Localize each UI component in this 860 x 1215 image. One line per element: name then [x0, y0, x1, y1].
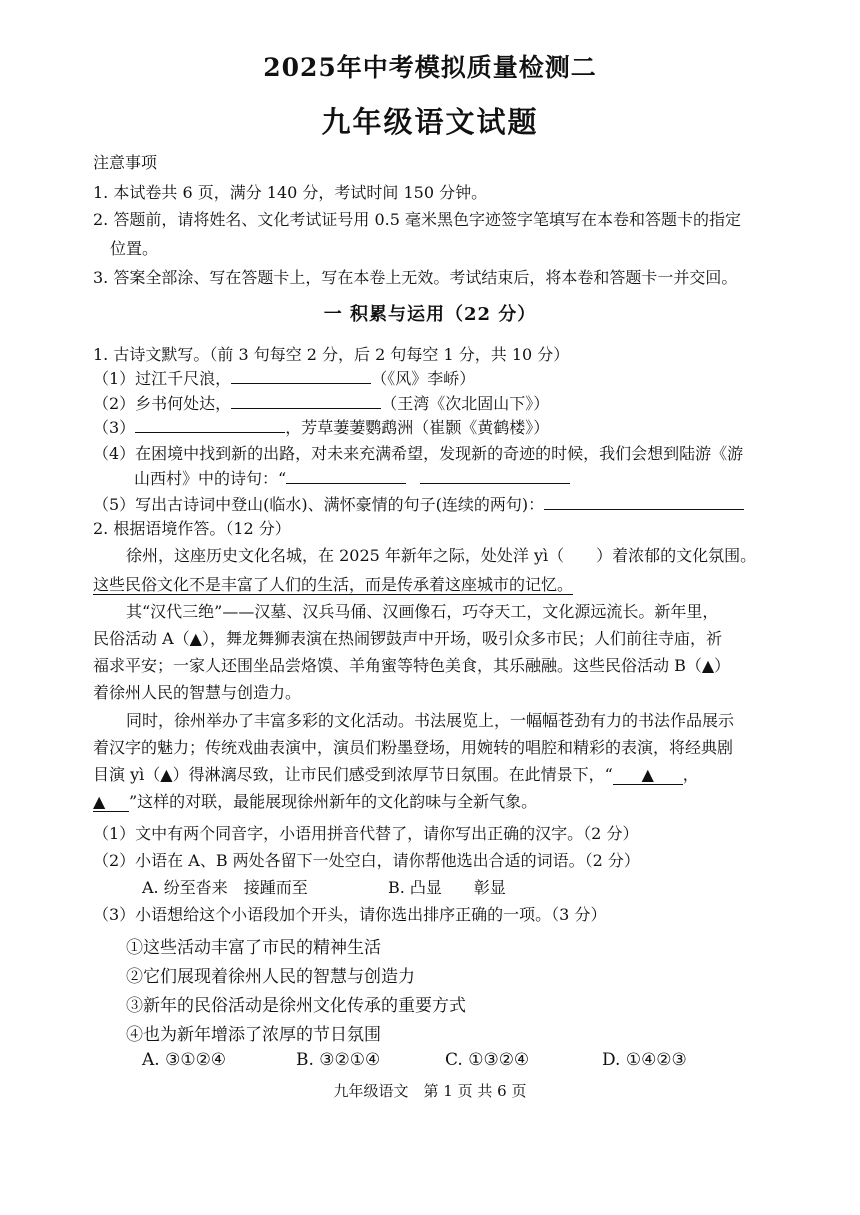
q2-sub3-item-3: ③新年的民俗活动是徐州文化传承的重要方式 — [126, 996, 466, 1016]
triangle-marker-icon: ▲ — [93, 792, 106, 811]
q2-para3-line4 — [93, 789, 537, 812]
q2-sub2-option-b: B. 凸显 彰显 — [388, 878, 506, 897]
couplet-blank — [613, 765, 683, 785]
triangle-marker-icon: ▲ — [160, 765, 173, 784]
answer-blank — [231, 394, 381, 409]
underlined-sentence: 这些民俗文化不是丰富了人们的生活，而是传承着这座城市的记忆。 — [93, 575, 574, 594]
text-span: ） — [714, 656, 731, 675]
notice-item-3: 3. 答案全部涂、写在答题卡上，写在本卷上无效。考试结束后，将本卷和答题卡一并交回。 — [93, 268, 738, 287]
q1-s1-source: （《风》李峤） — [371, 369, 476, 388]
q2-para1-line1: 徐州，这座历史文化名城，在 2025 年新年之际，处处洋 yì（ ）着浓郁的文化氛围。 — [126, 546, 757, 565]
q1-sentence-4: （4）在困境中找到新的出路，对未来充满希望，发现新的奇迹的时候，我们会想到陆游《游 — [93, 444, 744, 463]
page-footer: 九年级语文 第 1 页 共 6 页 — [333, 1082, 527, 1100]
exam-subtitle: 九年级语文试题 — [321, 105, 539, 139]
q2-sub3-option-b: B. ③②①④ — [296, 1050, 381, 1070]
q1-s1-prefix: （1）过江千尺浪， — [93, 369, 232, 388]
exam-title: 2025年中考模拟质量检测二 — [263, 53, 597, 82]
answer-blank — [544, 495, 744, 510]
q2-para1-line2 — [93, 572, 573, 595]
text-span: 福求平安；一家人还围坐品尝烙馍、羊角蜜等特色美食，其乐融融。这些民俗活动 B（ — [93, 656, 702, 675]
triangle-marker-icon: ▲ — [701, 656, 715, 675]
q1-stem: 1. 古诗文默写。（前 3 句每空 2 分，后 2 句每空 1 分，共 10 分） — [93, 345, 570, 364]
q2-sub3-item-2: ②它们展现着徐州人民的智慧与创造力 — [126, 967, 415, 987]
q1-sentence-3 — [93, 415, 549, 438]
triangle-marker-icon: ▲ — [641, 765, 654, 784]
q2-sub3-item-4: ④也为新年增添了浓厚的节日氛围 — [126, 1025, 381, 1045]
q2-para3-line1: 同时，徐州举办了丰富多彩的文化活动。书法展览上，一幅幅苍劲有力的书法作品展示 — [126, 711, 735, 730]
q2-para2-line2 — [93, 626, 722, 649]
q2-para2-line3 — [93, 653, 730, 676]
text-span: ）得淋漓尽致，让市民们感受到浓厚节日氛围。在此情景下，“ — [172, 765, 613, 784]
text-span: 民俗活动 A（ — [93, 629, 190, 648]
q2-para2-line4: 着徐州人民的智慧与创造力。 — [93, 683, 302, 702]
q2-sub1: （1）文中有两个同音字，小语用拼音代替了，请你写出正确的汉字。（2 分） — [93, 824, 639, 843]
notice-item-1: 1. 本试卷共 6 页，满分 140 分，考试时间 150 分钟。 — [93, 183, 488, 202]
q2-sub3: （3）小语想给这个小语段加个开头，请你选出排序正确的一项。（3 分） — [93, 905, 607, 924]
text-span: 目演 yì（ — [93, 765, 161, 784]
answer-blank — [231, 369, 371, 384]
q2-para2-line1: 其“汉代三绝”——汉墓、汉兵马俑、汉画像石，巧夺天工，文化源远流长。新年里， — [126, 602, 719, 621]
q1-sentence-4-cont — [134, 466, 570, 489]
q2-sub2: （2）小语在 A、B 两处各留下一处空白，请你帮他选出合适的词语。（2 分） — [93, 851, 640, 870]
answer-blank — [420, 469, 570, 484]
text-span: ”这样的对联，最能展现徐州新年的文化韵味与全新气象。 — [129, 792, 538, 811]
notice-item-2: 2. 答题前，请将姓名、文化考试证号用 0.5 毫米黑色字迹签字笔填写在本卷和答题卡的指定 — [93, 210, 741, 229]
q1-sentence-1 — [93, 366, 475, 389]
q2-sub2-option-a: A. 纷至沓来 接踵而至 — [142, 878, 308, 897]
couplet-blank — [93, 792, 129, 812]
q1-s3-prefix: （3） — [93, 418, 136, 437]
q2-sub3-option-d: D. ①④②③ — [602, 1050, 687, 1070]
q1-s5-prompt: （5）写出古诗词中登山(临水)、满怀豪情的句子(连续的两句)： — [93, 495, 545, 514]
q1-s3-source: ，芳草萋萋鹦鹉洲（崔颢《黄鹤楼》） — [285, 418, 550, 437]
q1-s2-source: （王湾《次北固山下》） — [381, 394, 550, 413]
notice-heading: 注意事项 — [93, 153, 158, 172]
q1-s4-prefix: 山西村》中的诗句：“ — [134, 469, 287, 488]
q2-stem: 2. 根据语境作答。（12 分） — [93, 519, 291, 538]
text-span: ），舞龙舞狮表演在热闹锣鼓声中开场，吸引众多市民；人们前往寺庙，祈 — [201, 629, 722, 648]
text-span: ， — [682, 765, 699, 784]
q2-para3-line3 — [93, 762, 699, 785]
q1-sentence-5 — [93, 492, 744, 515]
notice-item-2-cont: 位置。 — [110, 239, 159, 258]
answer-blank — [135, 418, 285, 433]
q2-sub3-option-c: C. ①③②④ — [445, 1050, 530, 1070]
q2-para3-line2: 着汉字的魅力；传统戏曲表演中，演员们粉墨登场，用婉转的唱腔和精彩的表演，将经典剧 — [93, 738, 734, 757]
answer-blank — [286, 469, 406, 484]
q1-sentence-2 — [93, 391, 549, 414]
triangle-marker-icon: ▲ — [189, 629, 202, 648]
section-heading: 一 积累与运用（22 分） — [323, 304, 537, 325]
q2-sub3-item-1: ①这些活动丰富了市民的精神生活 — [126, 938, 381, 958]
q1-s2-prefix: （2）乡书何处达， — [93, 394, 232, 413]
q2-sub3-option-a: A. ③①②④ — [142, 1050, 227, 1070]
